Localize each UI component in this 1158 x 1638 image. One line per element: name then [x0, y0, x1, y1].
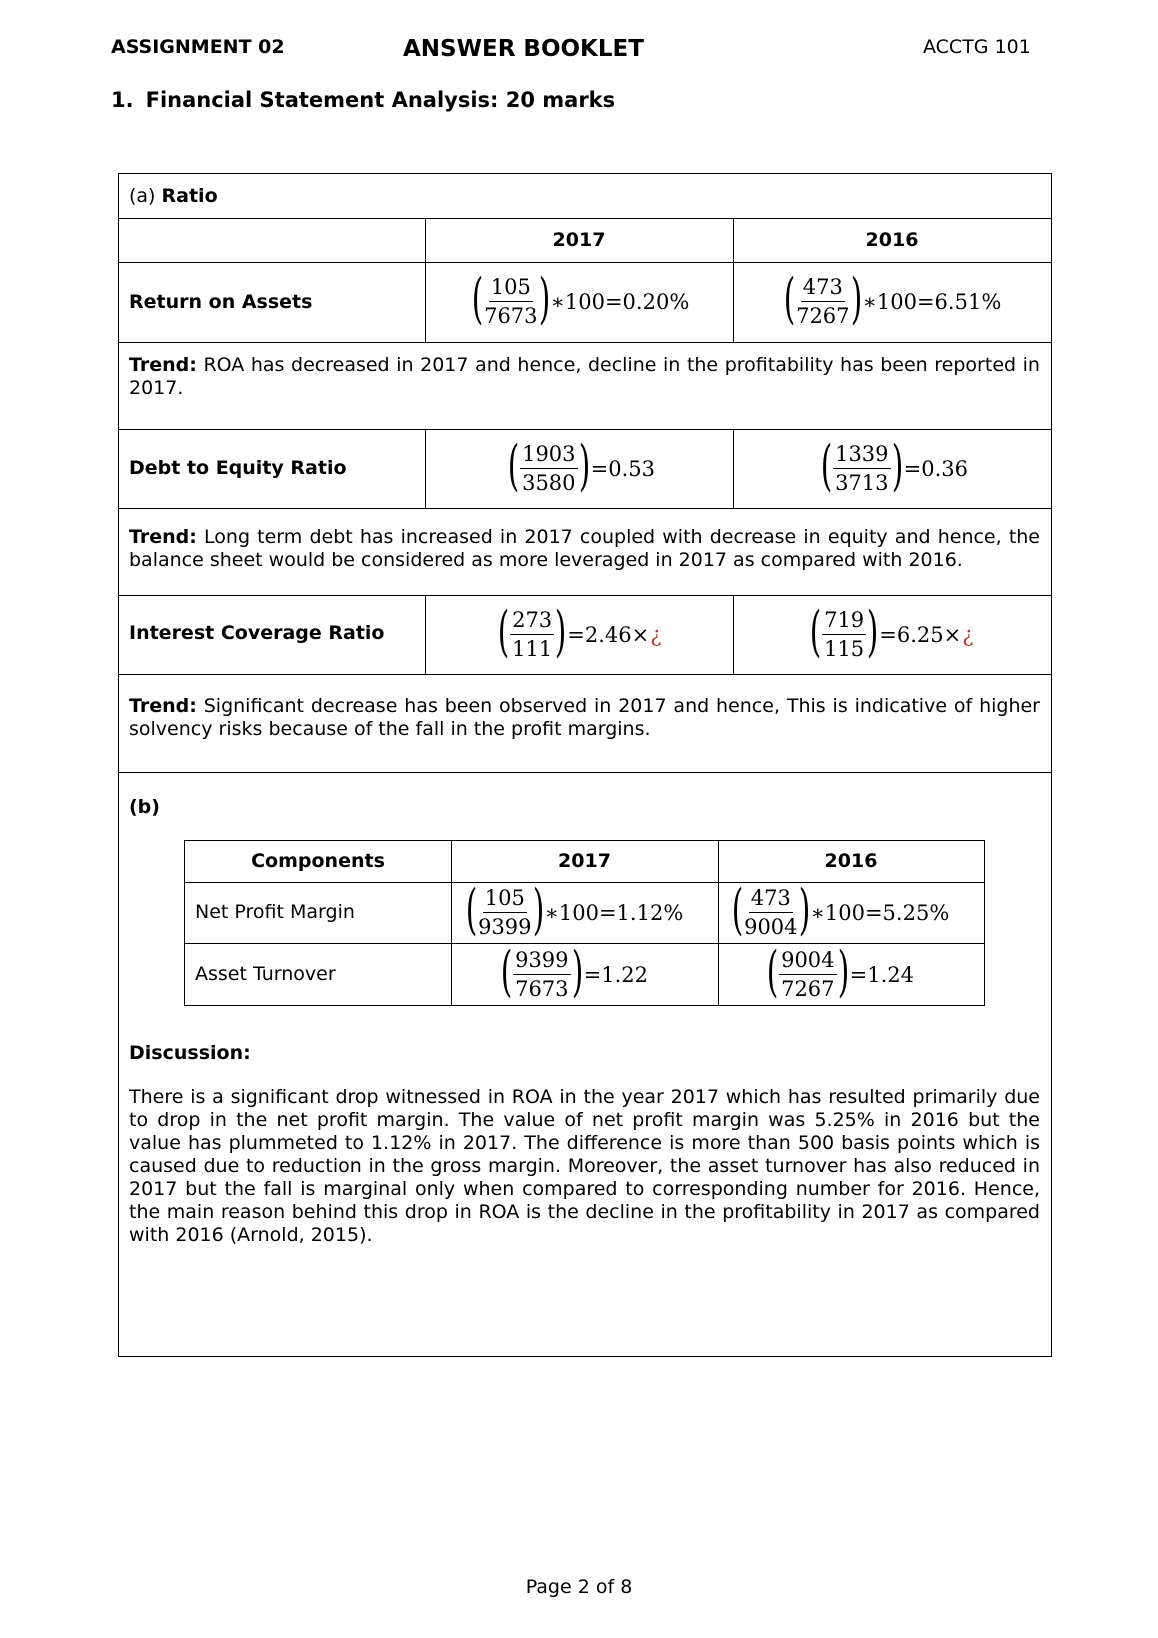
- roa-2016-result: ∗100=6.51%: [862, 290, 1002, 314]
- npm-2016-formula: ( $\frac{473}{9004}$ ) ∗100=5.25%: [731, 878, 950, 941]
- de-2016-num: 1339: [833, 442, 890, 469]
- icr-label: Interest Coverage Ratio: [129, 622, 385, 644]
- answer-table: [118, 173, 1052, 1357]
- booklet-title: ANSWER BOOKLET: [403, 36, 644, 62]
- roa-2017-den: 7673: [484, 304, 538, 328]
- page-number: Page 2 of 8: [525, 1576, 633, 1598]
- npm-2017-num: 105: [483, 886, 527, 913]
- icr-2016-den: 115: [824, 637, 865, 661]
- discussion-text: There is a significant drop witnessed in ROA in the year 2017 which has resulted primarily due to drop in the net profit margin. The value of net profit margin was 5.25% in 2016 but the value has plummeted to 1.12% in 2017. The difference is more than 500 basis points which is caused due to reduction in the gross margin. Moreover, the asset turnover has also reduced in 2017 but the fall is marginal only when compared to corresponding number for 2016. Hence, the main reason behind this drop in ROA is the decline in the profitability in 2017 as compared with 2016 (Arnold, 2015).: [129, 1086, 1040, 1246]
- col-header-2017: 2017: [552, 229, 606, 251]
- roa-trend-text: ROA has decreased in 2017 and hence, decline in the profitability has been reported in 2017.: [129, 354, 1040, 399]
- section-title: Financial Statement Analysis: 20 marks: [145, 88, 616, 112]
- assignment-label: ASSIGNMENT 02: [111, 36, 285, 58]
- de-2017-formula: ( $\frac{1903}{3580}$ ) =0.53: [507, 434, 655, 497]
- roa-2017-result: ∗100=0.20%: [550, 290, 690, 314]
- npm-2016-result: ∗100=5.25%: [810, 901, 950, 925]
- icr-2017-result: =2.46×: [567, 623, 650, 647]
- part-b-label: (b): [129, 796, 160, 818]
- de-2016-den: 3713: [835, 471, 889, 495]
- at-label: Asset Turnover: [195, 963, 336, 985]
- comp-header-2017: 2017: [558, 850, 611, 872]
- at-2016-num: 9004: [779, 948, 836, 975]
- at-2017-num: 9399: [513, 948, 570, 975]
- icr-2016-num: 719: [822, 608, 866, 635]
- icr-2016-error-glyph: ¿: [962, 623, 974, 647]
- discussion-heading: Discussion:: [129, 1042, 251, 1064]
- npm-2017-result: ∗100=1.12%: [544, 901, 684, 925]
- roa-2017-formula: ( $\frac{105}{7673}$ ) ∗100=0.20%: [471, 267, 690, 330]
- roa-trend-label: Trend:: [129, 354, 197, 376]
- npm-2017-den: 9399: [478, 915, 532, 939]
- roa-2016-den: 7267: [796, 304, 850, 328]
- de-trend: [129, 526, 1040, 572]
- at-2017-formula: ( $\frac{9399}{7673}$ ) =1.22: [500, 940, 648, 1003]
- part-a-title: Ratio: [161, 185, 218, 207]
- at-2017-den: 7673: [515, 977, 569, 1001]
- at-2016-den: 7267: [781, 977, 835, 1001]
- comp-header-components: Components: [251, 850, 385, 872]
- at-2017-result: =1.22: [583, 963, 648, 987]
- icr-2017-error-glyph: ¿: [650, 623, 662, 647]
- part-a-prefix: (a): [129, 185, 156, 207]
- icr-2016-result: =6.25×: [879, 623, 962, 647]
- de-2017-result: =0.53: [590, 457, 655, 481]
- section-number: 1.: [111, 88, 134, 112]
- de-trend-text: Long term debt has increased in 2017 coupled with decrease in equity and hence, the balance sheet would be considered as more leveraged in 2017 as compared with 2016.: [129, 526, 1040, 571]
- icr-trend-label: Trend:: [129, 695, 197, 717]
- section-heading: [111, 88, 615, 112]
- at-2016-result: =1.24: [849, 963, 914, 987]
- roa-2017-num: 105: [489, 275, 533, 302]
- roa-label: Return on Assets: [129, 291, 313, 313]
- icr-2017-formula: ( $\frac{273}{111}$ ) =2.46× ¿: [497, 600, 662, 663]
- npm-label: Net Profit Margin: [195, 901, 355, 923]
- comp-header-2016: 2016: [824, 850, 878, 872]
- roa-2016-num: 473: [801, 275, 845, 302]
- part-a-label: [129, 185, 218, 207]
- icr-2017-num: 273: [510, 608, 554, 635]
- de-2016-formula: ( $\frac{1339}{3713}$ ) =0.36: [820, 434, 968, 497]
- icr-trend-text: Significant decrease has been observed in 2017 and hence, This is indicative of higher solvency risks because of the fall in the profit margins.: [129, 695, 1040, 740]
- de-2016-result: =0.36: [903, 457, 968, 481]
- icr-2016-formula: ( $\frac{719}{115}$ ) =6.25× ¿: [809, 600, 974, 663]
- de-2017-den: 3580: [522, 471, 576, 495]
- icr-trend: [129, 695, 1040, 741]
- col-header-2016: 2016: [865, 229, 919, 251]
- npm-2016-den: 9004: [744, 915, 798, 939]
- roa-trend: [129, 354, 1040, 400]
- npm-2016-num: 473: [749, 886, 793, 913]
- de-label: Debt to Equity Ratio: [129, 457, 347, 479]
- roa-2016-formula: ( $\frac{473}{7267}$ ) ∗100=6.51%: [783, 267, 1002, 330]
- icr-2017-den: 111: [512, 637, 553, 661]
- at-2016-formula: ( $\frac{9004}{7267}$ ) =1.24: [766, 940, 914, 1003]
- course-code: ACCTG 101: [923, 36, 1031, 58]
- npm-2017-formula: ( $\frac{105}{9399}$ ) ∗100=1.12%: [465, 878, 684, 941]
- de-2017-num: 1903: [520, 442, 577, 469]
- de-trend-label: Trend:: [129, 526, 197, 548]
- components-table: [184, 840, 985, 1006]
